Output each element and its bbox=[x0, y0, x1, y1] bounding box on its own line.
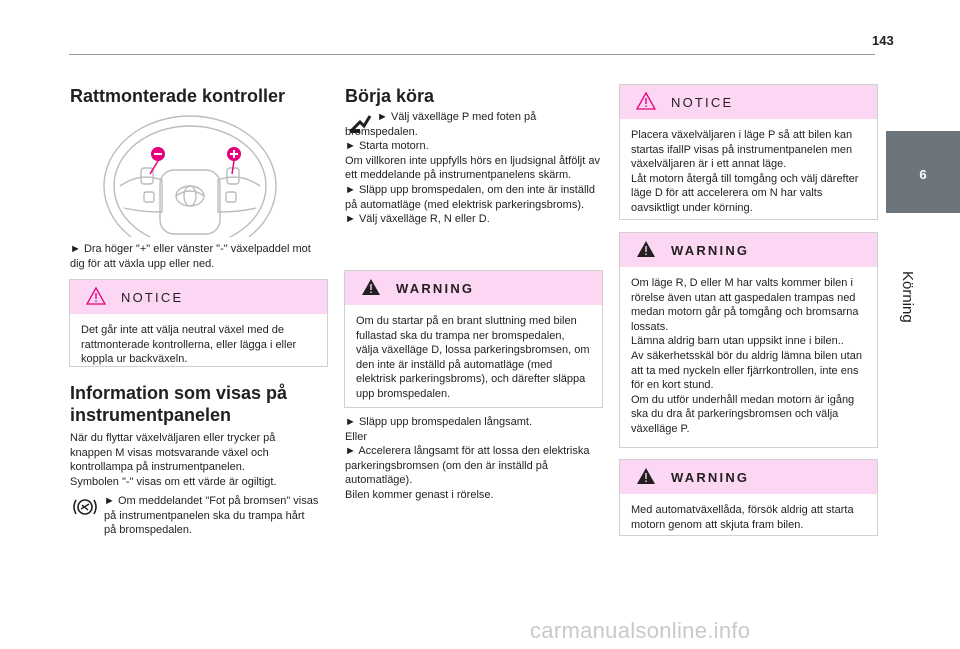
start-steps-2: ► Släpp upp bromspedalen långsamt. Eller ► Accelerera långsamt för att lossa den elektriska parkeringsbromsen (om den är inställd på automatläge). Bilen kommer genast i rörelse. bbox=[345, 416, 590, 501]
header-divider bbox=[69, 54, 875, 55]
watermark: carmanualsonline.info bbox=[530, 618, 751, 643]
notice-triangle-icon bbox=[85, 286, 107, 306]
warning-box-slope bbox=[344, 270, 603, 408]
warning-text: Om du startar på en brant sluttning med bilen fullastad ska du trampa ner bromspedalen, välja växelläge D, lossa parkeringsbromsen, om den inte är inställd på automatläge (med elektrisk parkeringsbroms), och därefter släppa upp bromspedalen. bbox=[356, 315, 590, 400]
info-paragraph-2: Symbolen "-" visas om ett värde är ogiltigt. bbox=[70, 475, 277, 488]
warning-header bbox=[620, 460, 877, 494]
warning-box-creep bbox=[619, 232, 878, 448]
chapter-label: Körning bbox=[899, 271, 916, 323]
warning-text: Om läge R, D eller M har valts kommer bilen i rörelse även utan att gaspedalen trampas ned medan motorn går på tomgång och bromsarna lossats. Lämna aldrig barn utan uppsikt inne i bilen.. Av säkerhetsskäl bör du aldrig lämna bilen utan att ta med nyckeln eller fjärrkontrollen, inte ens för en kort stund. Om du utför underhåll medan motorn är igång ska du dra åt parkeringsbromsen och välja växelläge P. bbox=[631, 277, 862, 435]
warning-triangle-icon bbox=[360, 277, 382, 297]
warning-title: WARNING bbox=[671, 470, 750, 485]
brake-pedal-icon bbox=[72, 494, 98, 520]
section-title-start-driving: Börja köra bbox=[345, 86, 435, 106]
paddle-instruction: ► Dra höger "+" eller vänster "-" växelpaddel mot dig för att växla upp eller ned. bbox=[70, 243, 311, 270]
warning-header bbox=[345, 271, 602, 305]
warning-triangle-icon bbox=[635, 466, 657, 486]
notice-text: Det går inte att välja neutral växel med de rattmonterade kontrollerna, eller lägga i eller koppla ur backväxeln. bbox=[81, 324, 297, 366]
section-title-steering-controls: Rattmonterade kontroller bbox=[70, 86, 286, 106]
steering-wheel-illustration bbox=[100, 112, 280, 237]
notice-box-selector bbox=[619, 84, 878, 220]
warning-text: Med automatväxellåda, försök aldrig att starta motorn genom att skjuta fram bilen. bbox=[631, 504, 854, 531]
start-steps-1: ► Välj växelläge P med foten på bromspedalen. ► Starta motorn. Om villkoren inte uppfylls hörs en ljudsignal åtföljt av ett meddelande på instrumentpanelens skärm. ► Släpp upp bromspedalen, om den inte är inställd på automatläge (med elektrisk parkeringsbroms). ► Välj växelläge R, N eller D. bbox=[345, 111, 600, 226]
notice-box-neutral bbox=[69, 279, 328, 367]
notice-header bbox=[70, 280, 327, 314]
info-paragraph-3-start: ► Om meddelandet "Fot på bromsen" visas på instrumentpanelen ska du trampa hårt på bromspedalen. bbox=[104, 495, 319, 537]
warning-title: WARNING bbox=[671, 243, 750, 258]
column-left bbox=[70, 86, 330, 107]
notice-triangle-icon bbox=[635, 91, 657, 111]
notice-text: Placera växelväljaren i läge P så att bilen kan startas ifallP visas på instrumentpanelen men växelväljaren är i ett annat läge. Låt motorn återgå till tomgång och välj därefter läge D för att accelerera om N har valts oavsiktligt under körning. bbox=[631, 129, 859, 214]
chapter-label-area bbox=[886, 213, 930, 323]
page-number: 143 bbox=[872, 33, 894, 48]
paddle-minus-icon bbox=[150, 147, 165, 174]
info-paragraph-1: När du flyttar växelväljaren eller trycker på knappen M visas motsvarande växel och kontrollampa på instrumentpanelen. bbox=[70, 432, 276, 474]
warning-box-push-start bbox=[619, 459, 878, 536]
notice-title: NOTICE bbox=[121, 290, 184, 305]
section-title-info: Information som visas på instrumentpanelen bbox=[70, 383, 288, 425]
warning-title: WARNING bbox=[396, 281, 475, 296]
chapter-tab[interactable]: 6 bbox=[886, 131, 960, 213]
notice-header bbox=[620, 85, 877, 119]
warning-header bbox=[620, 233, 877, 267]
notice-title: NOTICE bbox=[671, 95, 734, 110]
warning-triangle-icon bbox=[635, 239, 657, 259]
